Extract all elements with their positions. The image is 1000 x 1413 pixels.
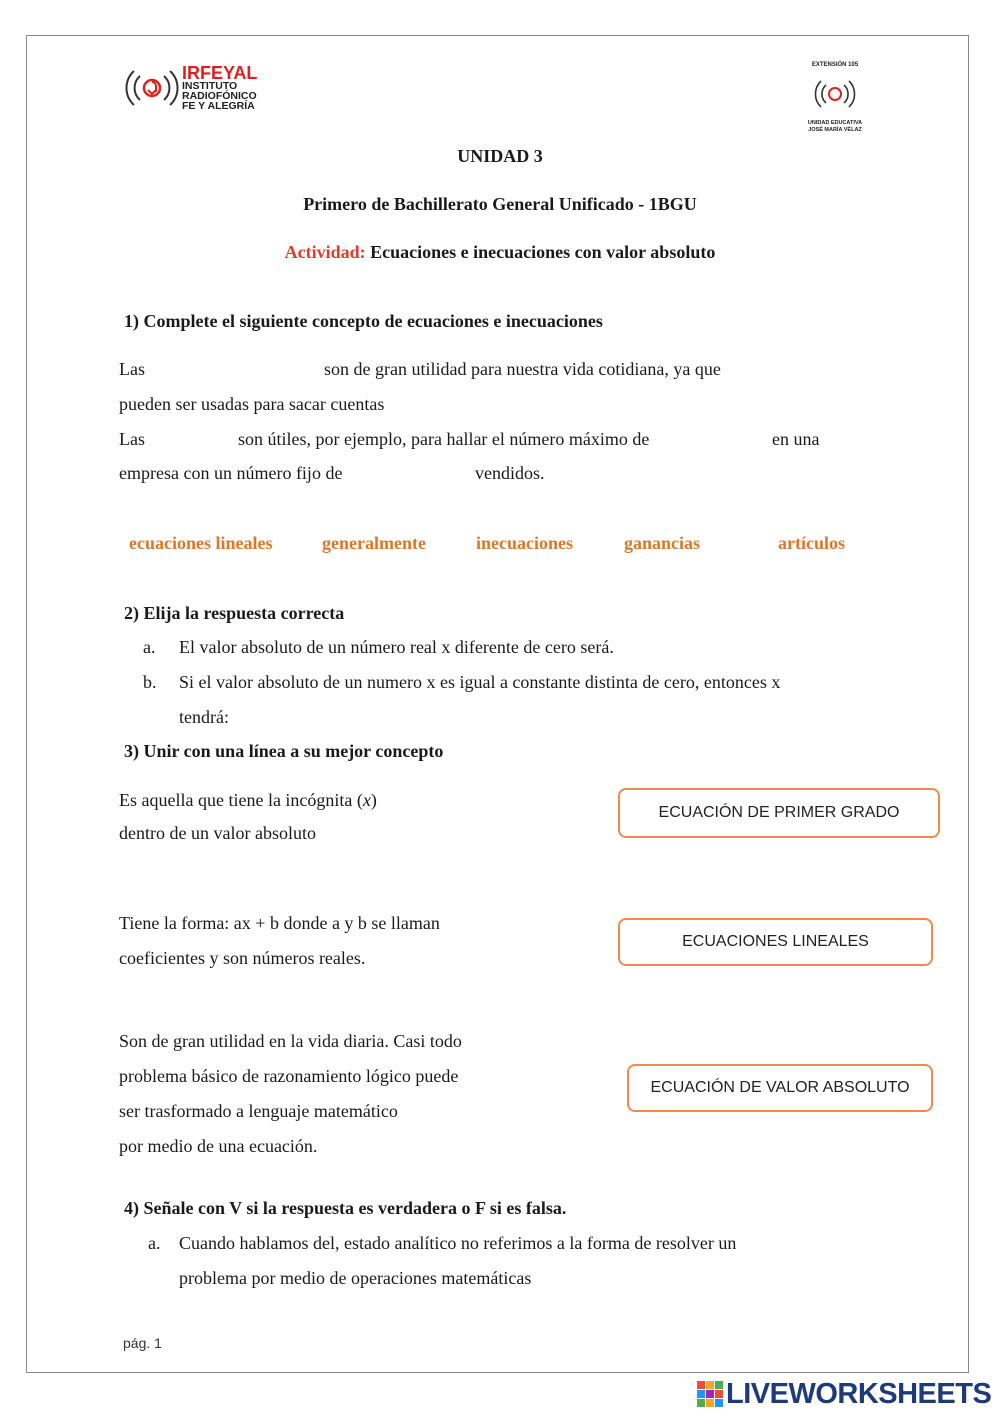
activity-label: Actividad:	[284, 242, 366, 262]
q4-item-a-text-cont: problema por medio de operaciones matemáticas	[179, 1268, 532, 1288]
q3-definition-2[interactable]: Tiene la forma: ax + b donde a y b se llaman coeficientes y son números reales.	[119, 913, 440, 968]
q4-item-a-text: Cuando hablamos del, estado analítico no referimos a la forma de resolver un	[179, 1233, 737, 1253]
logo-name: IRFEYAL	[182, 63, 258, 83]
school-emblem-icon	[813, 74, 857, 114]
match-option-1[interactable]: ECUACIÓN DE PRIMER GRADO	[618, 788, 940, 838]
liveworksheets-watermark	[697, 1378, 991, 1410]
blank-2[interactable]	[158, 428, 230, 454]
question-3-title: 3) Unir con una línea a su mejor concepto	[124, 741, 444, 761]
word-option[interactable]: ecuaciones lineales	[129, 533, 273, 553]
course-title: Primero de Bachillerato General Unificado - 1BGU	[303, 194, 697, 214]
q3-definition-1[interactable]: Es aquella que tiene la incógnita (x) dentro de un valor absoluto	[119, 790, 377, 843]
question-1-title: 1) Complete el siguiente concepto de ecuaciones e inecuaciones	[124, 311, 603, 331]
radio-waves-icon	[122, 64, 182, 112]
question-2-title: 2) Elija la respuesta correcta	[124, 603, 345, 623]
q1-line3-start: Las	[119, 429, 145, 449]
activity-title	[0, 242, 1000, 263]
q2-item-b-text-cont: tendrá:	[179, 707, 229, 727]
q1-line4-start: empresa con un número fijo de	[119, 463, 343, 483]
unit-title: UNIDAD 3	[457, 146, 543, 166]
q1-line4-end: vendidos.	[475, 463, 545, 483]
school-logo	[795, 62, 875, 140]
q2-item-a-text: El valor absoluto de un número real x diferente de cero será.	[179, 637, 614, 657]
q1-line1-start: Las	[119, 359, 145, 379]
activity-name: Ecuaciones e inecuaciones con valor absoluto	[370, 242, 716, 262]
q2-item-b-letter: b.	[143, 672, 157, 692]
blank-4[interactable]	[375, 462, 470, 488]
q2-item-b-text: Si el valor absoluto de un numero x es igual a constante distinta de cero, entonces x	[179, 672, 781, 692]
logo-subtitle: INSTITUTO RADIOFÓNICO FE Y ALEGRÍA	[182, 80, 257, 112]
liveworksheets-logo-icon	[697, 1381, 723, 1407]
q3-definition-3[interactable]: Son de gran utilidad en la vida diaria. Casi todo problema básico de razonamiento lógico puede ser trasformado a lenguaje matemático por medio de una ecuación.	[119, 1031, 462, 1156]
q1-line3-end: en una	[772, 429, 820, 449]
irfeyal-logo	[122, 64, 322, 112]
q4-item-a-letter: a.	[148, 1233, 161, 1253]
liveworksheets-wordmark: LIVEWORKSHEETS	[726, 1377, 992, 1410]
q2-item-a-letter: a.	[143, 637, 156, 657]
q1-line3-middle: son útiles, por ejemplo, para hallar el número máximo de	[238, 429, 650, 449]
school-logo-bottom-text: UNIDAD EDUCATIVA JOSÉ MARÍA VÉLAZ	[807, 120, 863, 133]
page-number: pág. 1	[123, 1335, 162, 1351]
q1-line1-end: son de gran utilidad para nuestra vida cotidiana, ya que	[324, 359, 721, 379]
word-option[interactable]: ganancias	[624, 533, 701, 553]
word-option[interactable]: inecuaciones	[476, 533, 573, 553]
question-4-title: 4) Señale con V si la respuesta es verdadera o F si es falsa.	[124, 1198, 567, 1218]
word-option[interactable]: artículos	[778, 533, 845, 553]
q1-line2: pueden ser usadas para sacar cuentas	[119, 394, 385, 414]
word-option[interactable]: generalmente	[322, 533, 426, 553]
match-option-3[interactable]: ECUACIÓN DE VALOR ABSOLUTO	[627, 1064, 933, 1112]
school-logo-top-text: EXTENSIÓN 105	[811, 62, 859, 68]
blank-3[interactable]	[705, 428, 767, 454]
page-border	[26, 35, 969, 1373]
blank-1[interactable]	[160, 358, 315, 384]
match-option-2[interactable]: ECUACIONES LINEALES	[618, 918, 933, 966]
